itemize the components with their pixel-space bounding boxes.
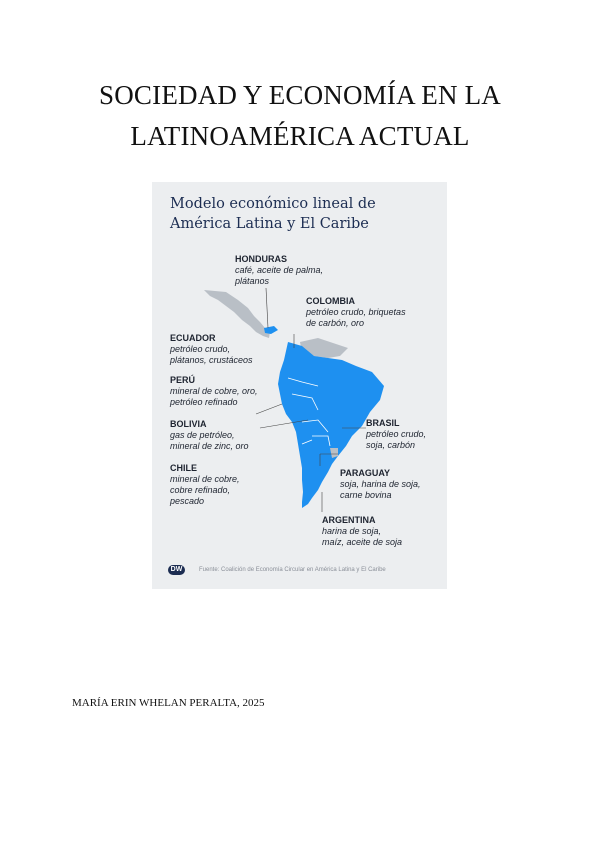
- country-name: CHILE: [170, 463, 197, 473]
- country-name: COLOMBIA: [306, 296, 355, 306]
- author-line: MARÍA ERIN WHELAN PERALTA, 2025: [72, 697, 265, 709]
- label-brasil: [366, 418, 426, 451]
- label-argentina: [322, 515, 402, 548]
- label-ecuador: [170, 333, 253, 366]
- figure-source: Fuente: Coalición de Economía Circular en América Latina y El Caribe: [199, 567, 386, 573]
- country-name: ARGENTINA: [322, 515, 376, 525]
- honduras-shape: [264, 326, 278, 334]
- country-name: PERÚ: [170, 375, 196, 385]
- document-title-line-2: LATINOAMÉRICA ACTUAL: [130, 121, 470, 151]
- country-products: petróleo crudo, briquetas de carbón, oro: [306, 307, 406, 328]
- label-peru: [170, 375, 258, 408]
- country-products: mineral de cobre, oro, petróleo refinado: [170, 386, 258, 407]
- label-bolivia: [170, 419, 249, 452]
- country-name: PARAGUAY: [340, 468, 391, 478]
- country-name: ECUADOR: [170, 333, 216, 343]
- country-products: harina de soja, maíz, aceite de soja: [322, 526, 403, 547]
- country-products: gas de petróleo, mineral de zinc, oro: [170, 430, 249, 451]
- map-figure: [152, 182, 447, 589]
- country-products: soja, harina de soja, carne bovina: [340, 479, 421, 500]
- figure-title-line-1: Modelo económico lineal de: [170, 196, 376, 212]
- country-products: café, aceite de palma, plátanos: [235, 265, 324, 286]
- label-honduras: [235, 254, 323, 287]
- dw-logo: DW: [168, 565, 185, 575]
- document-title-line-1: SOCIEDAD Y ECONOMÍA EN LA: [99, 80, 501, 110]
- country-products: petróleo crudo, soja, carbón: [366, 429, 427, 450]
- label-colombia: [306, 296, 406, 329]
- mexico-shape: [204, 290, 270, 338]
- country-products: petróleo crudo, plátanos, crustáceos: [170, 344, 253, 365]
- country-name: HONDURAS: [235, 254, 288, 264]
- country-name: BRASIL: [366, 418, 400, 428]
- country-name: BOLIVIA: [170, 419, 207, 429]
- label-paraguay: [340, 468, 421, 501]
- country-products: mineral de cobre, cobre refinado, pescado: [170, 474, 240, 506]
- label-chile: [170, 463, 240, 507]
- figure-title-line-2: América Latina y El Caribe: [170, 216, 369, 232]
